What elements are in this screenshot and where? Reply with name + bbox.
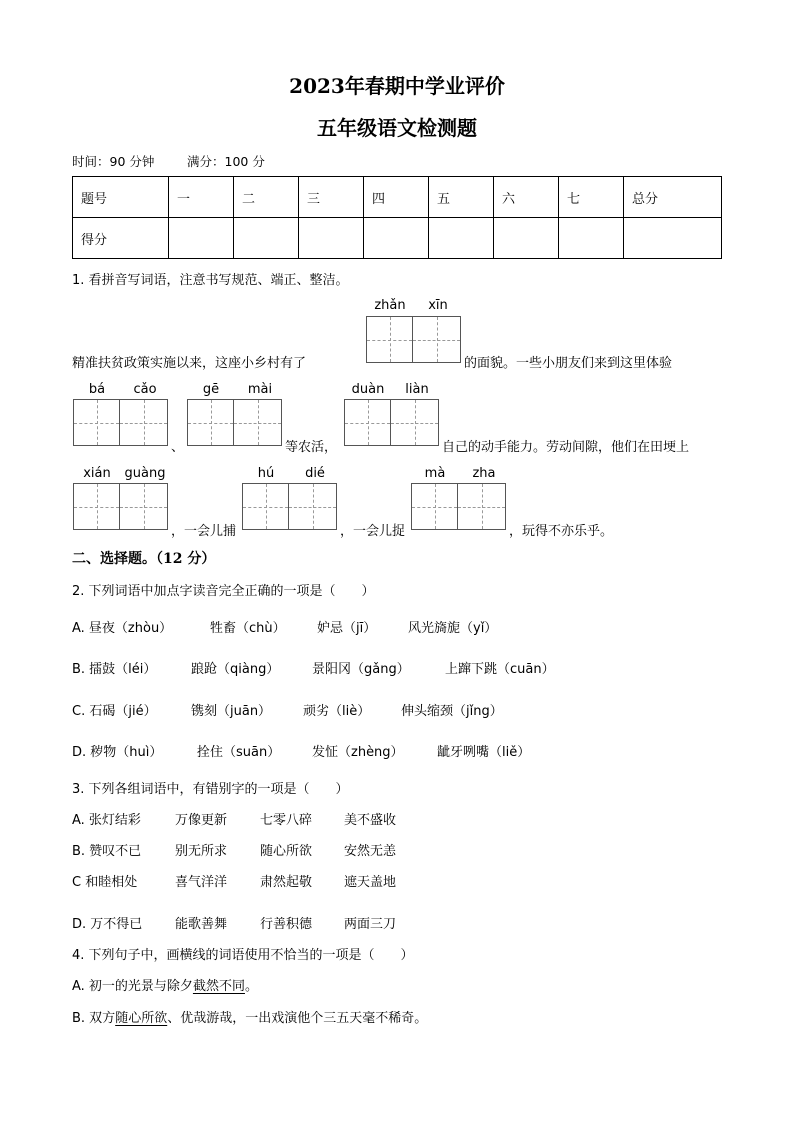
- underlined-word: 随心所欲: [115, 1011, 168, 1026]
- writing-grid[interactable]: [73, 483, 168, 530]
- q4-option-a[interactable]: [72, 975, 258, 994]
- q1-text: ，一会儿捉: [340, 524, 406, 539]
- score-input-cell[interactable]: [559, 218, 624, 259]
- option-item: 上蹿下跳（cuān）: [445, 662, 555, 677]
- q1-text: 的面貌。一些小朋友们来到这里体验: [464, 356, 673, 371]
- writing-cell[interactable]: [120, 399, 168, 446]
- option-item: 遮天盖地: [344, 875, 397, 890]
- option-item: B. 擂鼓（léi）: [72, 662, 157, 677]
- score-info: 满分：100 分: [187, 154, 265, 169]
- q1-text: 、: [171, 440, 185, 455]
- table-cell: 四: [364, 177, 429, 218]
- q1-text: ，一会儿捕: [171, 524, 237, 539]
- q4-prompt: 4. 下列句子中，画横线的词语使用不恰当的一项是（ ）: [72, 948, 414, 963]
- option-item: A. 昼夜（zhòu）: [72, 621, 173, 636]
- writing-cell[interactable]: [413, 316, 461, 363]
- table-cell: 总分: [624, 177, 722, 218]
- writing-grid[interactable]: [242, 483, 337, 530]
- option-item: 镌刻（juān）: [191, 704, 272, 719]
- option-text: 。: [244, 979, 258, 994]
- option-item: 踉跄（qiàng）: [191, 662, 280, 677]
- pinyin-label: mài: [247, 382, 273, 397]
- option-item: 能歌善舞: [175, 917, 228, 932]
- q2-option-a[interactable]: [72, 617, 497, 636]
- option-text: A. 初一的光景与除夕: [72, 979, 193, 994]
- option-item: 景阳冈（gǎng）: [312, 662, 410, 677]
- option-item: C 和睦相处: [72, 875, 138, 890]
- writing-grid[interactable]: [187, 399, 282, 446]
- pinyin-label: bá: [88, 382, 106, 397]
- option-item: 两面三刀: [344, 917, 397, 932]
- q1-text: 精准扶贫政策实施以来，这座小乡村有了: [72, 356, 307, 371]
- score-input-cell[interactable]: [429, 218, 494, 259]
- pinyin-label: mà: [424, 466, 446, 481]
- table-cell: 二: [234, 177, 299, 218]
- option-item: 七零八碎: [260, 813, 313, 828]
- pinyin-label: duàn: [351, 382, 385, 397]
- option-item: 万像更新: [175, 813, 228, 828]
- score-table-header-row: [73, 177, 722, 218]
- underlined-word: 截然不同: [192, 979, 245, 994]
- writing-cell[interactable]: [73, 483, 120, 530]
- score-input-cell[interactable]: [364, 218, 429, 259]
- pinyin-label: cǎo: [133, 382, 157, 397]
- q1-text: 等农活，: [285, 440, 338, 455]
- writing-cell[interactable]: [458, 483, 506, 530]
- exam-title: 2023年春期中学业评价: [289, 74, 505, 98]
- pinyin-label: guàng: [124, 466, 166, 481]
- writing-cell[interactable]: [366, 316, 413, 363]
- option-item: 发怔（zhèng）: [312, 745, 404, 760]
- option-item: 别无所求: [175, 844, 228, 859]
- table-cell: 五: [429, 177, 494, 218]
- q2-prompt: 2. 下列词语中加点字读音完全正确的一项是（ ）: [72, 584, 375, 599]
- pinyin-label: gē: [202, 382, 220, 397]
- option-item: 顽劣（liè）: [303, 704, 371, 719]
- option-item: 龇牙咧嘴（liě）: [437, 745, 531, 760]
- option-item: B. 赞叹不已: [72, 844, 142, 859]
- q1-text: ，玩得不亦乐乎。: [509, 524, 614, 539]
- writing-cell[interactable]: [234, 399, 282, 446]
- time-info: 时间：90 分钟: [72, 154, 155, 169]
- option-item: D. 秽物（huì）: [72, 745, 163, 760]
- option-item: 肃然起敬: [260, 875, 313, 890]
- pinyin-label: liàn: [405, 382, 429, 397]
- option-item: 伸头缩颈（jǐng）: [401, 704, 503, 719]
- writing-grid[interactable]: [411, 483, 506, 530]
- score-input-cell[interactable]: [299, 218, 364, 259]
- pinyin-label: dié: [305, 466, 325, 481]
- q1-text: 自己的动手能力。劳动间隙，他们在田埂上: [442, 440, 690, 455]
- writing-grid[interactable]: [366, 316, 461, 363]
- table-cell: 三: [299, 177, 364, 218]
- exam-subtitle: 五年级语文检测题: [317, 116, 477, 140]
- pinyin-label: xīn: [428, 298, 448, 313]
- writing-cell[interactable]: [73, 399, 120, 446]
- pinyin-label: hú: [257, 466, 275, 481]
- q3-option-a[interactable]: [72, 809, 396, 828]
- table-cell: 七: [559, 177, 624, 218]
- pinyin-label: zhǎn: [374, 298, 406, 313]
- q2-option-b[interactable]: [72, 658, 555, 677]
- table-cell: 题号: [73, 177, 169, 218]
- q2-option-d[interactable]: [72, 741, 530, 760]
- q3-option-c[interactable]: [72, 871, 396, 890]
- score-input-cell[interactable]: [624, 218, 722, 259]
- option-item: 行善积德: [260, 917, 313, 932]
- table-cell: 六: [494, 177, 559, 218]
- writing-cell[interactable]: [411, 483, 458, 530]
- option-text: B. 双方: [72, 1011, 116, 1026]
- table-cell: 得分: [73, 218, 169, 259]
- score-input-cell[interactable]: [169, 218, 234, 259]
- section-heading: 二、选择题。（12 分）: [72, 551, 216, 567]
- pinyin-label: xián: [83, 466, 111, 481]
- option-item: 喜气洋洋: [175, 875, 228, 890]
- option-item: D. 万不得已: [72, 917, 143, 932]
- writing-grid[interactable]: [344, 399, 439, 446]
- option-item: 随心所欲: [260, 844, 313, 859]
- option-item: A. 张灯结彩: [72, 813, 141, 828]
- writing-cell[interactable]: [120, 483, 168, 530]
- q1-prompt: 1. 看拼音写词语，注意书写规范、端正、整洁。: [72, 273, 349, 288]
- option-item: 拴住（suān）: [197, 745, 281, 760]
- option-item: 妒忌（jī）: [317, 621, 377, 636]
- score-table: [72, 176, 722, 259]
- score-table-score-row: [73, 218, 722, 259]
- score-input-cell[interactable]: [494, 218, 559, 259]
- option-text: 、优哉游哉，一出戏演他个三五天毫不稀奇。: [167, 1011, 428, 1026]
- option-item: C. 石碣（jié）: [72, 704, 157, 719]
- writing-cell[interactable]: [391, 399, 439, 446]
- q4-option-b[interactable]: [72, 1007, 427, 1026]
- score-input-cell[interactable]: [234, 218, 299, 259]
- q2-option-c[interactable]: [72, 700, 503, 719]
- q3-prompt: 3. 下列各组词语中，有错别字的一项是（ ）: [72, 782, 349, 797]
- q3-option-d[interactable]: [72, 913, 396, 932]
- writing-cell[interactable]: [242, 483, 289, 530]
- option-item: 牲畜（chù）: [210, 621, 286, 636]
- writing-cell[interactable]: [289, 483, 337, 530]
- option-item: 安然无恙: [344, 844, 397, 859]
- writing-cell[interactable]: [344, 399, 391, 446]
- writing-cell[interactable]: [187, 399, 234, 446]
- q3-option-b[interactable]: [72, 840, 396, 859]
- writing-grid[interactable]: [73, 399, 168, 446]
- table-cell: 一: [169, 177, 234, 218]
- option-item: 美不盛收: [344, 813, 397, 828]
- option-item: 风光旖旎（yǐ）: [408, 621, 498, 636]
- pinyin-label: zha: [472, 466, 496, 481]
